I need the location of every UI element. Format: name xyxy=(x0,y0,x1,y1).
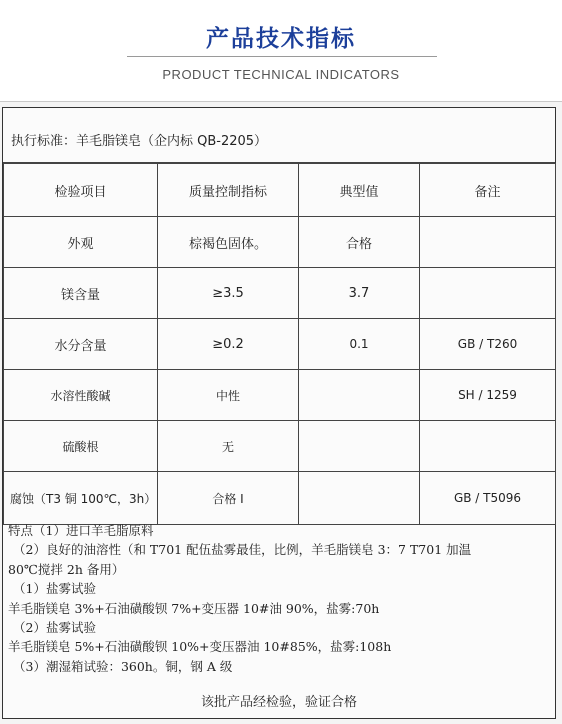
spec-sheet xyxy=(0,101,562,724)
table-cell: 水溶性酸碱 xyxy=(4,370,158,421)
table-cell: SH / 1259 xyxy=(420,370,556,421)
table-row xyxy=(4,319,556,370)
note-line: 80℃搅拌 2h 备用） xyxy=(8,561,125,577)
table-row xyxy=(4,370,556,421)
note-line: （1）盐雾试验 xyxy=(13,581,96,597)
table-cell: 硫酸根 xyxy=(4,421,158,472)
table-cell xyxy=(299,472,420,525)
table-cell xyxy=(420,421,556,472)
table-cell xyxy=(299,370,420,421)
inspection-conclusion: 该批产品经检验，验证合格 xyxy=(200,695,357,710)
table-cell: 外观 xyxy=(4,217,158,268)
page-header xyxy=(0,0,562,101)
table-cell: 合格 I xyxy=(158,472,299,525)
note-line: （3）潮湿箱试验：360h。铜，钢 A 级 xyxy=(13,658,233,674)
note-line: 羊毛脂镁皂 5%+石油磺酸钡 10%+变压器油 10#85%，盐雾:108h xyxy=(8,639,392,655)
standard-row xyxy=(3,108,555,163)
note-line: 羊毛脂镁皂 3%+石油磺酸钡 7%+变压器 10#油 90%，盐雾:70h xyxy=(8,600,380,616)
table-cell: 棕褐色固体。 xyxy=(158,217,299,268)
column-header: 质量控制指标 xyxy=(158,164,299,217)
note-line: （2）良好的油溶性（和 T701 配伍盐雾最佳，比例，羊毛脂镁皂 3：7 T701 加温 xyxy=(13,542,472,558)
table-cell: 合格 xyxy=(299,217,420,268)
table-row xyxy=(4,421,556,472)
table-cell: 中性 xyxy=(158,370,299,421)
table-cell: GB / T260 xyxy=(420,319,556,370)
table-row xyxy=(4,217,556,268)
table-row xyxy=(4,268,556,319)
column-header: 检验项目 xyxy=(4,164,158,217)
note-line: 特点（1）进口羊毛脂原料 xyxy=(8,523,154,538)
note-line: （2）盐雾试验 xyxy=(13,620,96,636)
table-cell xyxy=(420,217,556,268)
table-cell: 0.1 xyxy=(299,319,420,370)
table-cell: ≥3.5 xyxy=(158,268,299,319)
table-cell: 镁含量 xyxy=(4,268,158,319)
table-cell: ≥0.2 xyxy=(158,319,299,370)
column-header: 备注 xyxy=(420,164,556,217)
column-header: 典型值 xyxy=(299,164,420,217)
table-cell: 无 xyxy=(158,421,299,472)
table-cell: 3.7 xyxy=(299,268,420,319)
standard-text: 执行标准：羊毛脂镁皂（企内标 QB-2205） xyxy=(11,134,268,149)
spec-frame xyxy=(2,107,556,719)
spec-table xyxy=(3,163,556,525)
table-cell xyxy=(420,268,556,319)
table-header-row xyxy=(4,164,556,217)
page-subtitle: PRODUCT TECHNICAL INDICATORS xyxy=(162,67,400,82)
table-cell: GB / T5096 xyxy=(420,472,556,525)
feature-notes xyxy=(3,521,555,676)
table-cell: 水分含量 xyxy=(4,319,158,370)
page-title: 产品技术指标 xyxy=(206,26,356,52)
table-cell xyxy=(299,421,420,472)
table-cell: 腐蚀（T3 铜 100℃，3h） xyxy=(4,472,158,525)
table-row xyxy=(4,472,556,525)
title-divider xyxy=(127,56,437,57)
